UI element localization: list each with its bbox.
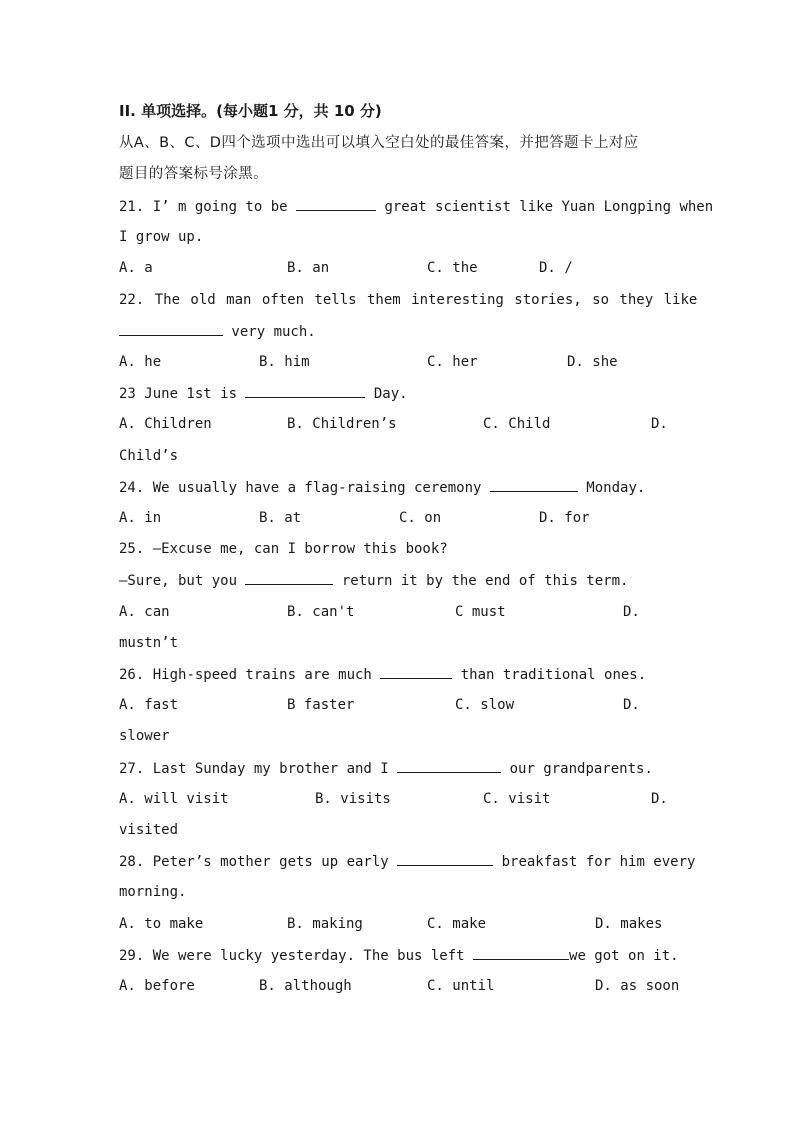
answer-blank-28[interactable] xyxy=(397,851,493,866)
option-25-c[interactable]: C must xyxy=(455,604,506,620)
question-28-line-1 xyxy=(119,851,695,872)
question-25-line-1: 25. —Excuse me, can I borrow this book? xyxy=(119,541,448,557)
option-21-a[interactable]: A. a xyxy=(119,260,153,276)
answer-blank-25[interactable] xyxy=(245,570,333,585)
question-23-line-1 xyxy=(119,383,408,404)
question-26-line-1 xyxy=(119,664,646,685)
option-23-d-text[interactable]: Child’s xyxy=(119,448,179,464)
option-27-b[interactable]: B. visits xyxy=(315,791,391,807)
question-28-stem-a: 28. Peter’s mother gets up early xyxy=(119,854,398,870)
option-23-b[interactable]: B. Children’s xyxy=(287,416,397,432)
answer-blank-27[interactable] xyxy=(397,758,501,773)
question-22-line-2 xyxy=(119,321,316,342)
question-21-stem-a: 21. I’ m going to be xyxy=(119,199,297,215)
option-25-b[interactable]: B. can't xyxy=(287,604,355,620)
option-21-c[interactable]: C. the xyxy=(427,260,478,276)
option-26-b[interactable]: B faster xyxy=(287,697,355,713)
question-22-stem-b: very much. xyxy=(223,324,316,340)
option-25-d-label[interactable]: D. xyxy=(623,604,640,620)
answer-blank-24[interactable] xyxy=(490,477,578,492)
option-28-b[interactable]: B. making xyxy=(287,916,363,932)
option-24-b[interactable]: B. at xyxy=(259,510,302,526)
option-26-d-text[interactable]: slower xyxy=(119,728,170,744)
option-23-a[interactable]: A. Children xyxy=(119,416,212,432)
option-29-d[interactable]: D. as soon xyxy=(595,978,680,994)
instruction-line-2: 题目的答案标号涂黑。 xyxy=(119,166,268,182)
option-23-d-label[interactable]: D. xyxy=(651,416,668,432)
option-24-d[interactable]: D. for xyxy=(539,510,590,526)
option-27-d-label[interactable]: D. xyxy=(651,791,668,807)
option-22-c[interactable]: C. her xyxy=(427,354,478,370)
option-21-b[interactable]: B. an xyxy=(287,260,330,276)
option-29-b[interactable]: B. although xyxy=(259,978,352,994)
question-28-line-2: morning. xyxy=(119,884,187,900)
option-26-c[interactable]: C. slow xyxy=(455,697,515,713)
question-29-stem-b: we got on it. xyxy=(569,948,679,964)
question-24-stem-a: 24. We usually have a flag-raising ceremony xyxy=(119,480,490,496)
question-22-line-1: 22. The old man often tells them interesting stories, so they like xyxy=(119,292,698,308)
question-28-stem-b: breakfast for him every xyxy=(493,854,696,870)
question-25-stem-c: return it by the end of this term. xyxy=(333,573,629,589)
option-28-c[interactable]: C. make xyxy=(427,916,487,932)
option-27-a[interactable]: A. will visit xyxy=(119,791,229,807)
option-23-c[interactable]: C. Child xyxy=(483,416,551,432)
answer-blank-26[interactable] xyxy=(380,664,452,679)
question-26-stem-b: than traditional ones. xyxy=(452,667,647,683)
answer-blank-29[interactable] xyxy=(473,945,569,960)
instruction-line-1: 从A、B、C、D四个选项中选出可以填入空白处的最佳答案，并把答题卡上对应 xyxy=(119,135,639,151)
option-24-a[interactable]: A. in xyxy=(119,510,162,526)
answer-blank-22[interactable] xyxy=(119,321,223,336)
option-29-c[interactable]: C. until xyxy=(427,978,495,994)
option-27-c[interactable]: C. visit xyxy=(483,791,551,807)
option-22-d[interactable]: D. she xyxy=(567,354,618,370)
question-29-line-1 xyxy=(119,945,679,966)
option-29-a[interactable]: A. before xyxy=(119,978,195,994)
question-27-stem-b: our grandparents. xyxy=(501,761,653,777)
question-21-stem-b: great scientist like Yuan Longping when xyxy=(376,199,714,215)
option-28-d[interactable]: D. makes xyxy=(595,916,663,932)
option-25-d-text[interactable]: mustn’t xyxy=(119,635,179,651)
option-25-a[interactable]: A. can xyxy=(119,604,170,620)
question-24-line-1 xyxy=(119,477,645,498)
option-26-a[interactable]: A. fast xyxy=(119,697,179,713)
answer-blank-21[interactable] xyxy=(296,196,376,211)
question-21-line-1 xyxy=(119,196,713,217)
question-23-stem-b: Day. xyxy=(365,386,408,402)
option-26-d-label[interactable]: D. xyxy=(623,697,640,713)
option-28-a[interactable]: A. to make xyxy=(119,916,204,932)
answer-blank-23[interactable] xyxy=(245,383,365,398)
question-27-stem-a: 27. Last Sunday my brother and I xyxy=(119,761,398,777)
question-29-stem-a: 29. We were lucky yesterday. The bus left xyxy=(119,948,474,964)
option-24-c[interactable]: C. on xyxy=(399,510,442,526)
option-27-d-text[interactable]: visited xyxy=(119,822,179,838)
question-25-line-2 xyxy=(119,570,628,591)
section-title: II. 单项选择。(每小题1 分，共 10 分) xyxy=(119,102,382,120)
question-25-stem-b: —Sure, but you xyxy=(119,573,246,589)
question-21-line-2: I grow up. xyxy=(119,229,204,245)
option-22-a[interactable]: A. he xyxy=(119,354,162,370)
question-24-stem-b: Monday. xyxy=(577,480,646,496)
option-21-d[interactable]: D. / xyxy=(539,260,573,276)
question-26-stem-a: 26. High-speed trains are much xyxy=(119,667,381,683)
question-27-line-1 xyxy=(119,758,653,779)
question-23-stem-a: 23 June 1st is xyxy=(119,386,246,402)
option-22-b[interactable]: B. him xyxy=(259,354,310,370)
